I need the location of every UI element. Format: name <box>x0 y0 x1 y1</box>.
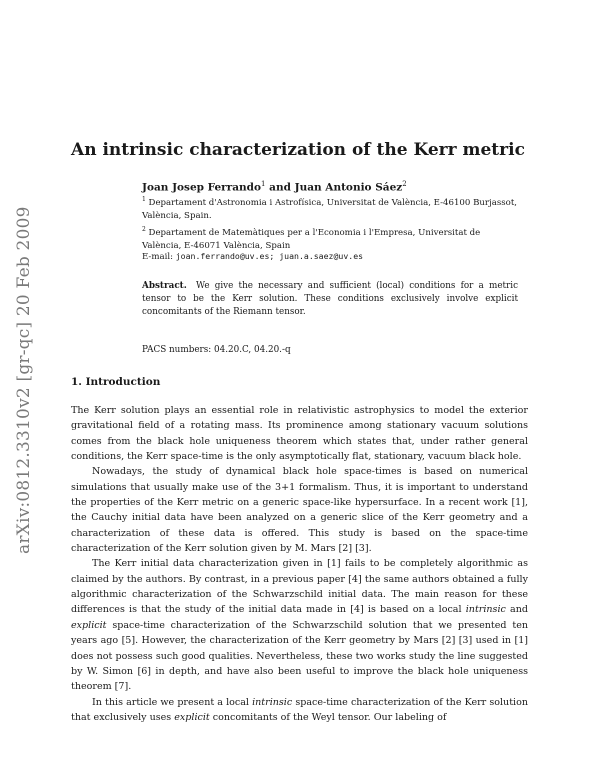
paragraph: The Kerr solution plays an essential role in relativistic astrophysics to model the exterior gravitational field of a rotating mass. Its prominence among stationary vacuum solutions comes from the black hole uniqueness theorem which states that, under rather general conditions, the Kerr space-time is the only asymptotically flat, stationary, vacuum black hole. <box>71 405 528 463</box>
affiliations <box>142 193 522 253</box>
email-label: E-mail: <box>142 252 176 262</box>
paragraph-text: space-time characterization of the Schwarzschild solution that we presented ten years ago [5]. However, the characterization of the Kerr geometry by Mars [2] [3] used in [1] does not possess such good qualities. Nevertheless, these two works study the line suggested by W. Simon [6] in depth, and have also been useful to improve the black hole uniqueness theorem [7]. <box>71 619 528 693</box>
body-text <box>71 403 528 725</box>
abstract-text: We give the necessary and sufficient (local) conditions for a metric tensor to be the Kerr solution. These conditions exclusively involve explicit concomitants of the Riemann tensor. <box>142 281 519 317</box>
emphasis: explicit <box>174 711 210 723</box>
emphasis: explicit <box>71 619 107 631</box>
emphasis: intrinsic <box>465 604 506 616</box>
emphasis: intrinsic <box>252 696 293 708</box>
paper-title: An intrinsic characterization of the Kerr metric <box>71 140 525 160</box>
affiliation <box>142 223 522 253</box>
paragraph-text: The Kerr initial data characterization given in [1] fails to be completely algorithmic as claimed by the authors. By contrast, in a previous paper [4] the same authors obtained a fully algorithmic characterization of the Schwarzschild initial data. The main reason for these differences is that the study of the initial data made in [4] is based on a local <box>71 558 528 616</box>
affiliation-mark: 2 <box>142 225 146 233</box>
abstract <box>142 280 518 319</box>
paragraph-text: space-time characterization of the Kerr solution that exclusively uses <box>71 696 528 723</box>
pacs-numbers: PACS numbers: 04.20.C, 04.20.-q <box>142 345 291 355</box>
affiliation-text: Departament de Matemàtiques per a l'Economia i l'Empresa, Universitat de València, E-46071 València, Spain <box>142 227 481 251</box>
author-conjunction: and <box>265 181 295 194</box>
paragraph <box>71 556 528 694</box>
author-name: Joan Josep Ferrando <box>142 181 262 194</box>
paragraph-text: concomitants of the Weyl tensor. Our labeling of <box>209 711 447 723</box>
abstract-label: Abstract. <box>142 281 187 291</box>
affiliation-mark: 1 <box>261 180 266 188</box>
paragraph-text: In this article we present a local <box>92 696 253 708</box>
paragraph-text: and <box>505 604 528 616</box>
affiliation <box>142 193 522 223</box>
email-addresses: joan.ferrando@uv.es; juan.a.saez@uv.es <box>175 251 364 261</box>
paragraph <box>71 695 528 726</box>
author-name: Juan Antonio Sáez <box>294 181 403 194</box>
email-line <box>142 251 522 262</box>
author-list <box>142 180 522 194</box>
section-heading: 1. Introduction <box>71 376 161 388</box>
affiliation-text: Departament d'Astronomia i Astrofísica, Universitat de València, E-46100 Burjassot, València, Spain. <box>142 197 517 221</box>
paragraph: Nowadays, the study of dynamical black hole space-times is based on numerical simulations that usually make use of the 3+1 formalism. Thus, it is important to understand the properties of the Kerr metric on a generic space-like hypersurface. In a recent work [1], the Cauchy initial data have been analyzed on a generic slice of the Kerr geometry and a characterization of these data is offered. This study is based on the space-time characterization of the Kerr solution given by M. Mars [2] [3]. <box>71 466 528 555</box>
arxiv-identifier: arXiv:0812.3310v2 [gr-qc] 20 Feb 2009 <box>14 206 34 554</box>
affiliation-mark: 2 <box>402 180 407 188</box>
affiliation-mark: 1 <box>142 196 146 203</box>
